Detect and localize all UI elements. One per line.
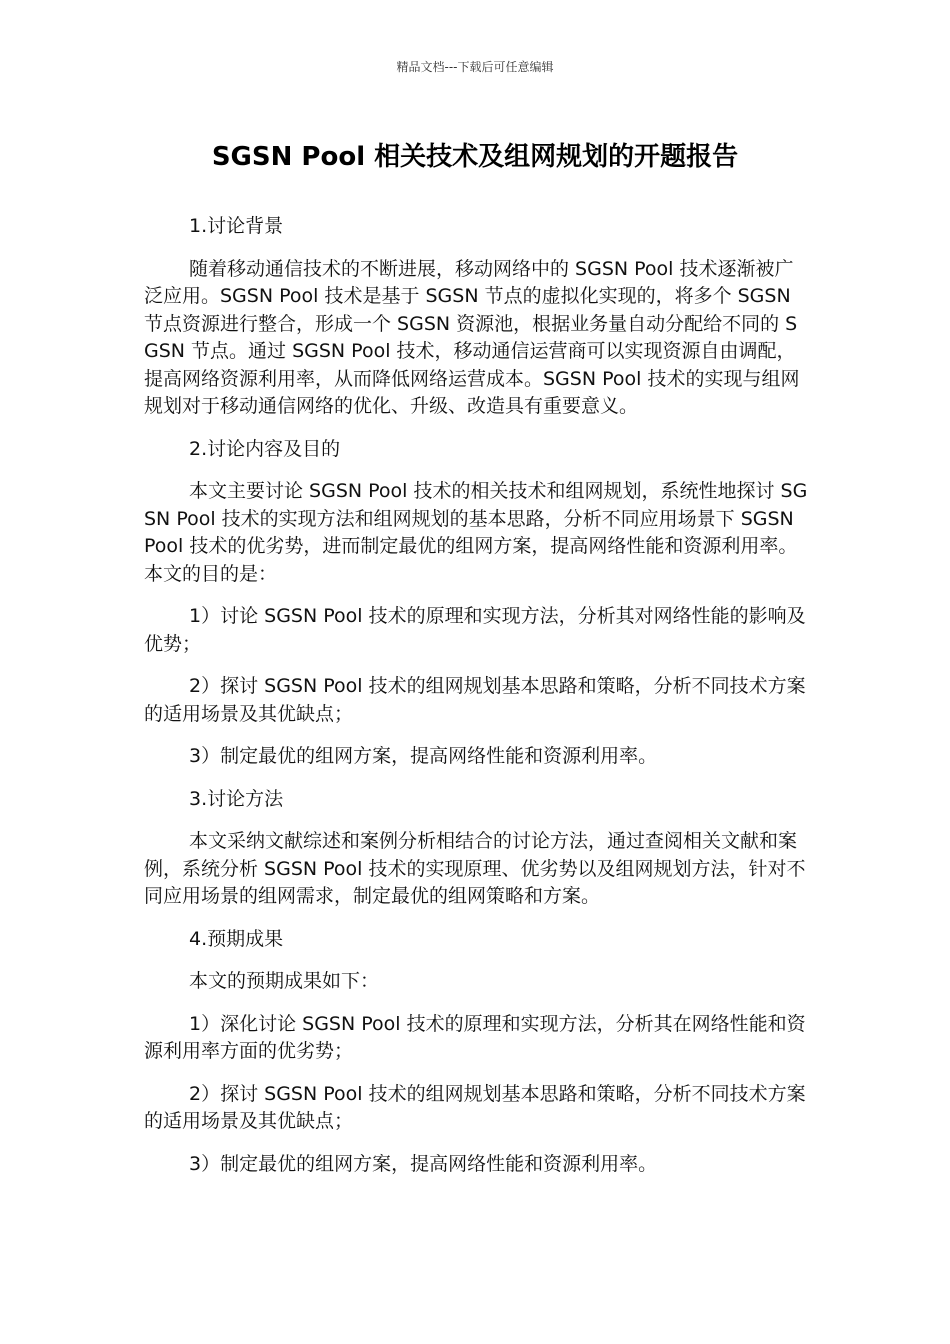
purpose-item-2: 2）探讨 SGSN Pool 技术的组网规划基本思路和策略，分析不同技术方案的适用场景及其优缺点； [144,675,806,725]
document-body [144,213,808,1193]
results-item-1: 1）深化讨论 SGSN Pool 技术的原理和实现方法，分析其在网络性能和资源利用率方面的优劣势； [144,1012,806,1062]
section-heading-content-purpose: 2.讨论内容及目的 [189,437,341,460]
content-paragraph: 本文主要讨论 SGSN Pool 技术的相关技术和组网规划，系统性地探讨 SGSN Pool 技术的实现方法和组网规划的基本思路，分析不同应用场景下 SGSN Pool 技术的优劣势，进而制定最优的组网方案，提高网络性能和资源利用率。本文的目的是： [144,480,808,585]
section-heading-expected-results: 4.预期成果 [189,927,284,950]
page-title: SGSN Pool 相关技术及组网规划的开题报告 [211,142,739,172]
results-item-3: 3）制定最优的组网方案，提高网络性能和资源利用率。 [189,1152,658,1175]
header-note: 精品文档---下载后可任意编辑 [396,60,554,74]
section-heading-method: 3.讨论方法 [189,787,284,810]
section-heading-background: 1.讨论背景 [189,215,284,237]
purpose-item-3: 3）制定最优的组网方案，提高网络性能和资源利用率。 [189,745,658,767]
results-intro: 本文的预期成果如下： [189,970,380,992]
purpose-item-1: 1）讨论 SGSN Pool 技术的原理和实现方法，分析其对网络性能的影响及优势； [144,605,806,655]
method-paragraph: 本文采纳文献综述和案例分析相结合的讨论方法，通过查阅相关文献和案例，系统分析 SGSN Pool 技术的实现原理、优劣势以及组网规划方法，针对不同应用场景的组网需求，制定最优的组网策略和方案。 [144,830,806,907]
background-paragraph: 随着移动通信技术的不断进展，移动网络中的 SGSN Pool 技术逐渐被广泛应用。SGSN Pool 技术是基于 SGSN 节点的虚拟化实现的，将多个 SGSN 节点资源进行整合，形成一个 SGSN 资源池，根据业务量自动分配给不同的 SGSN 节点。通过 SGSN Pool 技术，移动通信运营商可以实现资源自由调配，提高网络资源利用率，从而降低网络运营成本。SGSN Pool 技术的实现与组网规划对于移动通信网络的优化、升级、改造具有重要意义。 [144,257,800,417]
results-item-2: 2）探讨 SGSN Pool 技术的组网规划基本思路和策略，分析不同技术方案的适用场景及其优缺点； [144,1082,806,1132]
